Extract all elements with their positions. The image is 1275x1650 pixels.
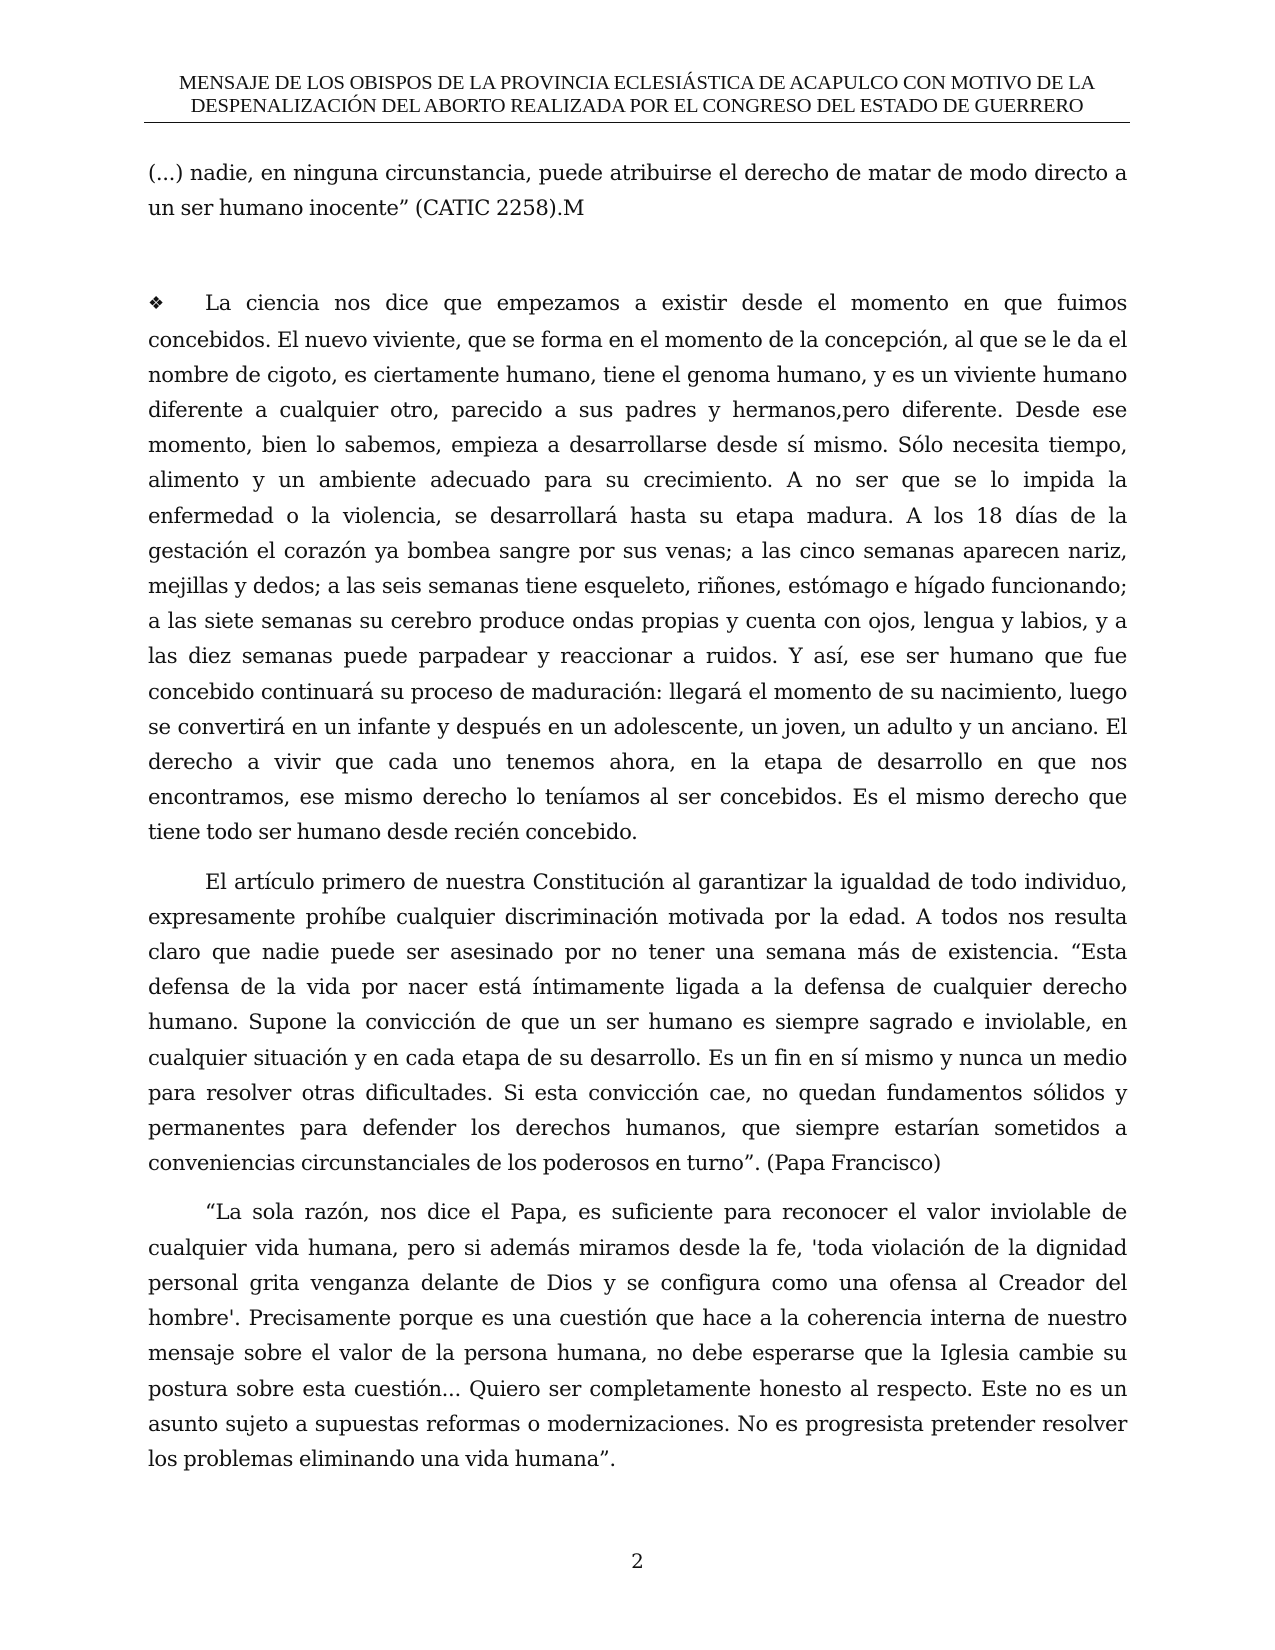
paragraph-constitution: El artículo primero de nuestra Constitución al garantizar la igualdad de todo individuo, expresamente prohíbe cualquier discriminación motivada por la edad. A todos nos resulta claro que nadie puede ser asesinado por no tener una semana más de existencia. “Esta defensa de la vida por nacer está íntimamente ligada a la defensa de cualquier derecho humano. Supone la convicción de que un ser humano es siempre sagrado e inviolable, en cualquier situación y en cada etapa de su desarrollo. Es un fin en sí mismo y nunca un medio para resolver otras dificultades. Si esta convicción cae, no quedan fundamentos sólidos y permanentes para defender los derechos humanos, que siempre estarían sometidos a conveniencias circunstanciales de los poderosos en turno”. (Papa Francisco) — [148, 868, 1127, 1176]
paragraph-science-text: La ciencia nos dice que empezamos a existir desde el momento en que fuimos concebidos. El nuevo viviente, que se forma en el momento de la concepción, al que se le da el nombre de cigoto, es ciertamente humano, tiene el genoma humano, y es un viviente humano diferente a cualquier otro, parecido a sus padres y hermanos,pero diferente. Desde ese momento, bien lo sabemos, empieza a desarrollarse desde sí mismo. Sólo necesita tiempo, alimento y un ambiente adecuado para su crecimiento. A no ser que se lo impida la enfermedad o la violencia, se desarrollará hasta su etapa madura. A los 18 días de la gestación el corazón ya bombea sangre por sus venas; a las cinco semanas aparecen nariz, mejillas y dedos; a las seis semanas tiene esqueleto, riñones, estómago e hígado funcionando; a las siete semanas su cerebro produce ondas propias y cuenta con ojos, lengua y labios, y a las diez semanas puede parpadear y reaccionar a ruidos. Y así, ese ser humano que fue concebido continuará su proceso de maduración: llegará el momento de su nacimiento, luego se convertirá en un infante y después en un adolescente, un joven, un adulto y un anciano. El derecho a vivir que cada uno tenemos ahora, en la etapa de desarrollo en que nos encontramos, ese mismo derecho lo teníamos al ser concebidos. Es el mismo derecho que tiene todo ser humano desde recién concebido. — [148, 290, 1127, 845]
spacer — [148, 1180, 1127, 1194]
spacer — [148, 850, 1127, 864]
spacer — [148, 225, 1127, 285]
diamond-bullet-icon: ❖ — [148, 293, 164, 315]
page-number: 2 — [631, 1549, 644, 1573]
body-text — [148, 155, 1127, 1476]
header-divider — [144, 122, 1130, 123]
header-line-1: MENSAJE DE LOS OBISPOS DE LA PROVINCIA ECLESIÁSTICA DE ACAPULCO CON MOTIVO DE LA — [178, 72, 1096, 94]
header-line-2: DESPENALIZACIÓN DEL ABORTO REALIZADA POR EL CONGRESO DEL ESTADO DE GUERRERO — [190, 95, 1084, 117]
paragraph-pope-quote: “La sola razón, nos dice el Papa, es suficiente para reconocer el valor inviolable de cualquier vida humana, pero si además miramos desde la fe, 'toda violación de la dignidad personal grita venganza delante de Dios y se configura como una ofensa al Creador del hombre'. Precisamente porque es una cuestión que hace a la coherencia interna de nuestro mensaje sobre el valor de la persona humana, no debe esperarse que la Iglesia cambie su postura sobre esta cuestión... Quiero ser completamente honesto al respecto. Este no es un asunto sujeto a supuestas reformas o modernizaciones. No es progresista pretender resolver los problemas eliminando una vida humana”. — [148, 1199, 1127, 1471]
paragraph-science — [148, 285, 1127, 849]
paragraph-catechism-quote: (...) nadie, en ninguna circunstancia, puede atribuirse el derecho de matar de modo directo a un ser humano inocente” (CATIC 2258).M — [148, 160, 1127, 221]
running-header — [144, 72, 1130, 118]
